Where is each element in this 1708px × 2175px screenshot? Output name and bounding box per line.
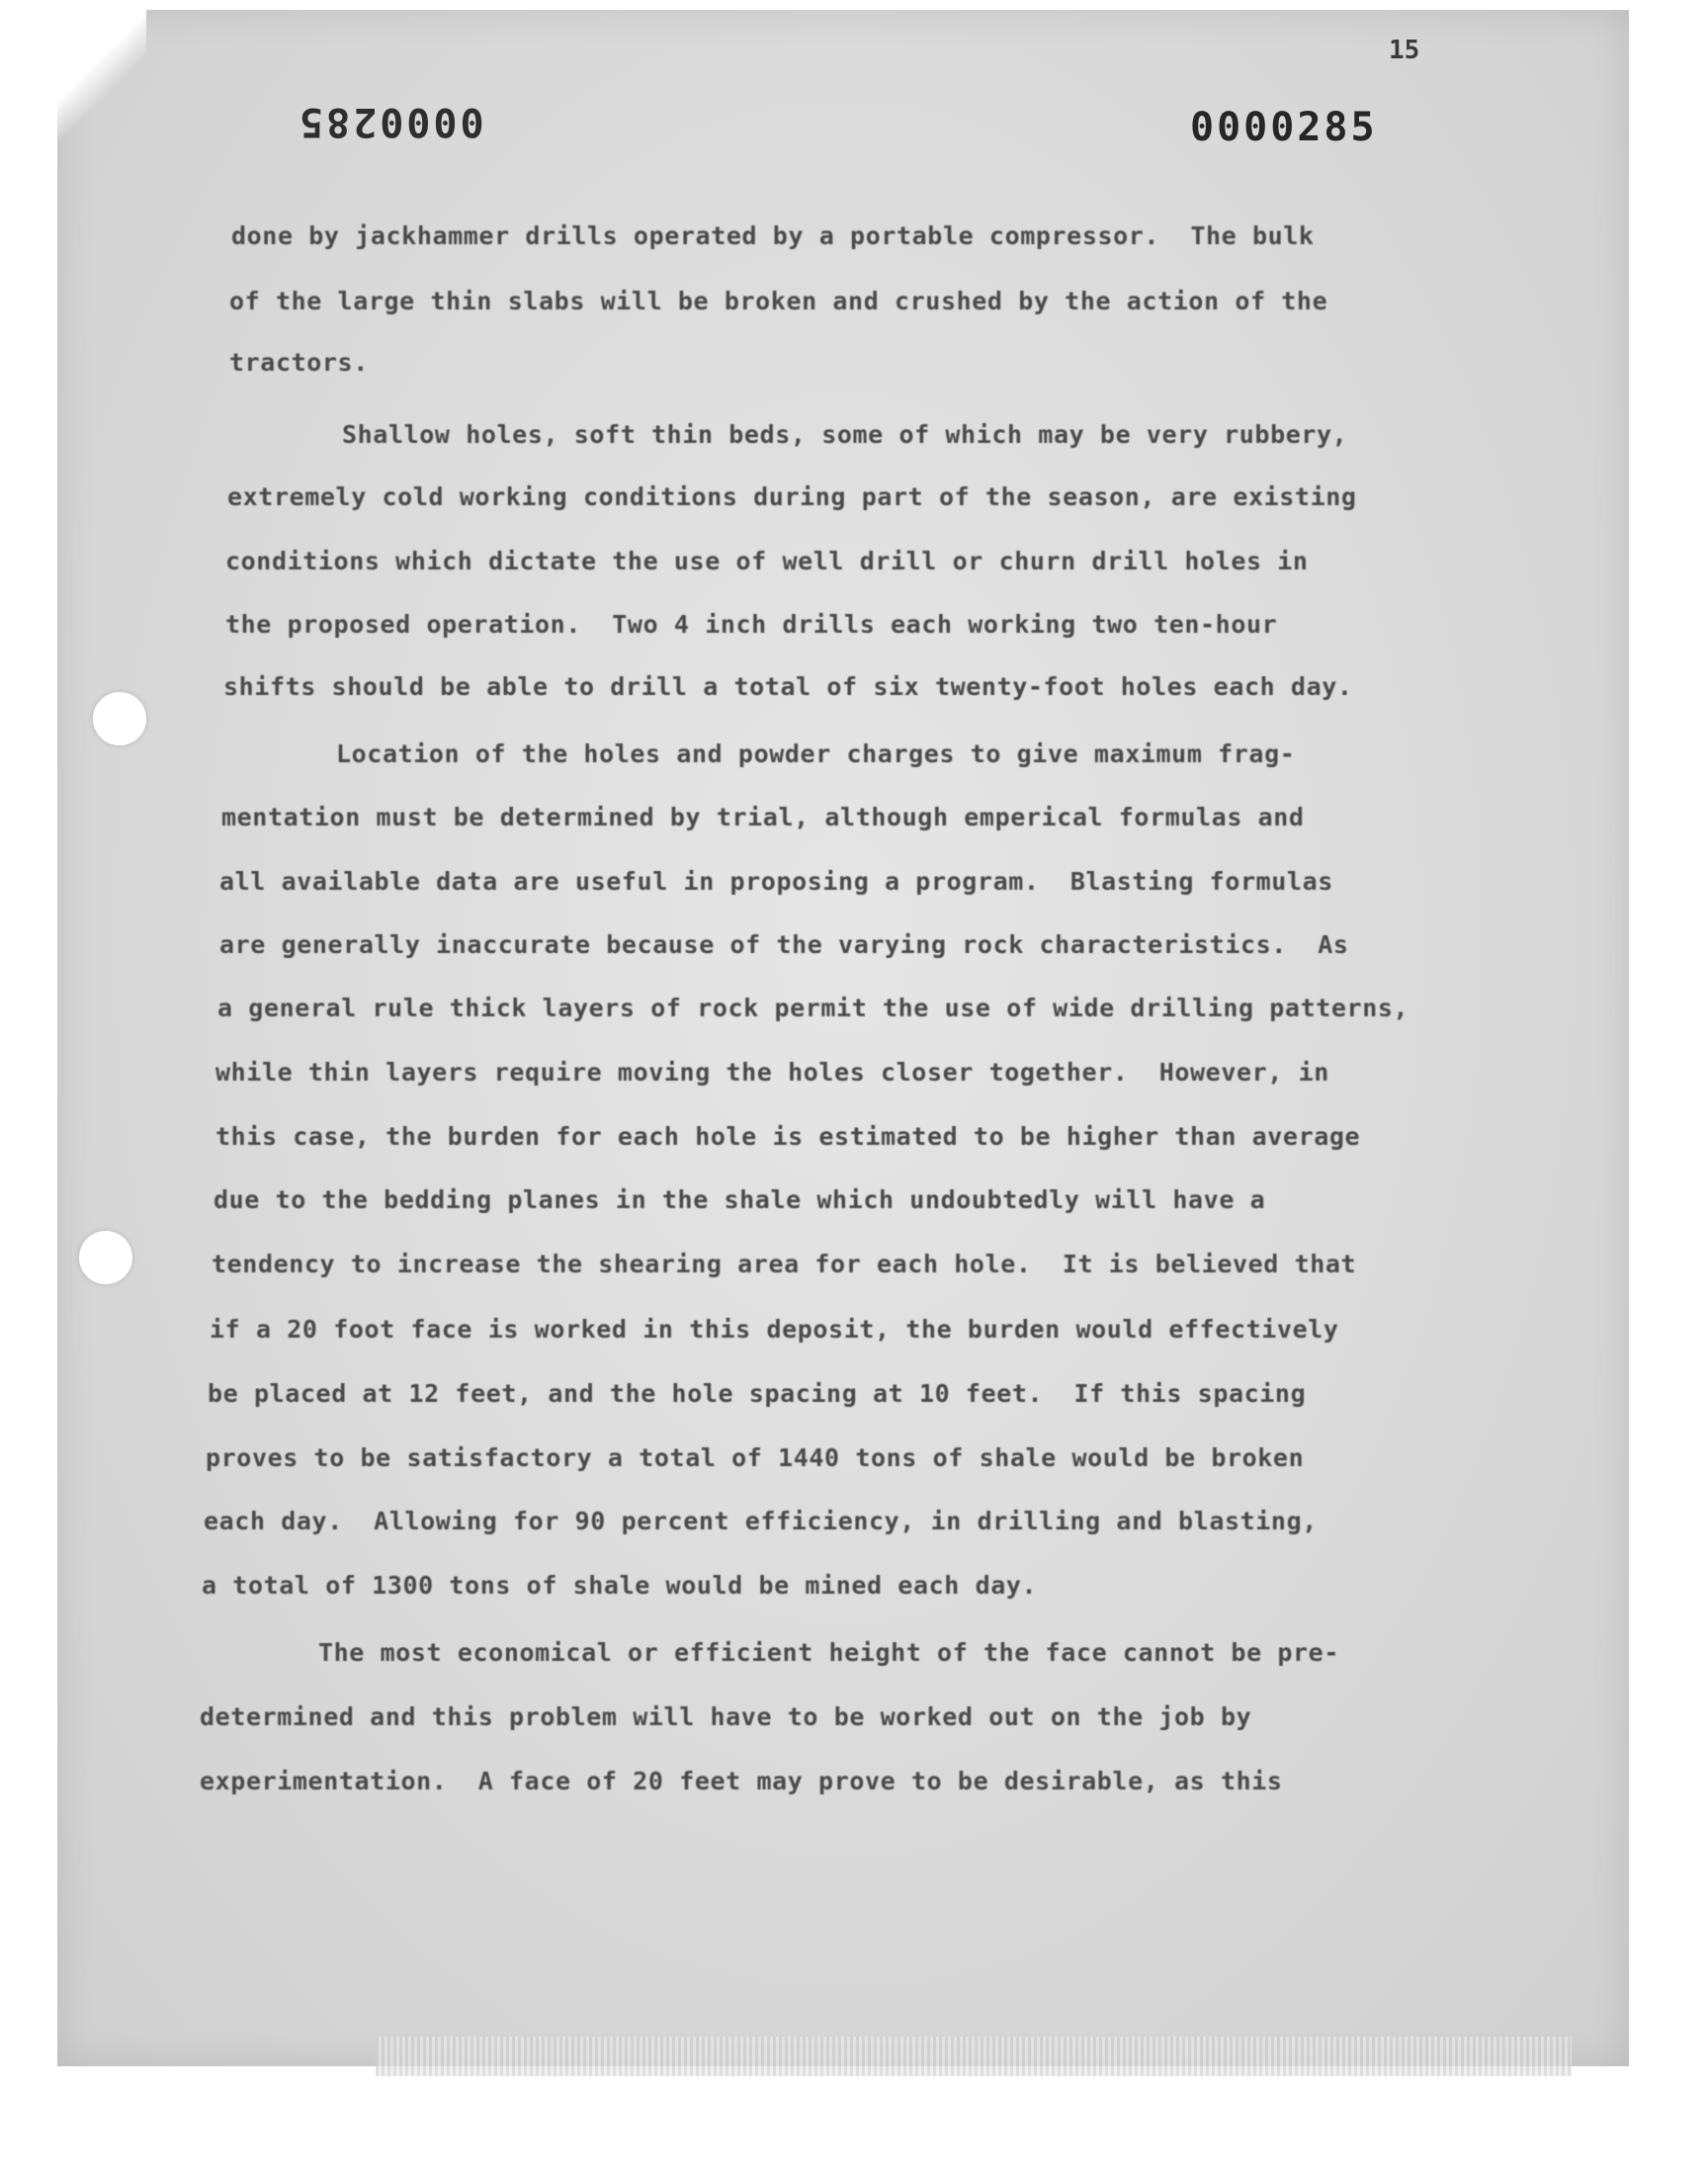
body-line: experimentation. A face of 20 feet may prove to be desirable, as this bbox=[200, 1767, 1283, 1795]
body-line: Shallow holes, soft thin beds, some of which may be very rubbery, bbox=[342, 420, 1348, 449]
scan-artifact-strip bbox=[376, 2037, 1572, 2076]
body-line: conditions which dictate the use of well drill or churn drill holes in bbox=[225, 547, 1309, 575]
body-line: due to the bedding planes in the shale which undoubtedly will have a bbox=[214, 1185, 1266, 1214]
body-line: are generally inaccurate because of the varying rock characteristics. As bbox=[219, 930, 1349, 959]
body-line: all available data are useful in proposing a program. Blasting formulas bbox=[219, 867, 1333, 896]
body-line: tendency to increase the shearing area for each hole. It is believed that bbox=[212, 1250, 1357, 1278]
body-line: while thin layers require moving the holes closer together. However, in bbox=[215, 1058, 1329, 1087]
body-line: a total of 1300 tons of shale would be mined each day. bbox=[202, 1571, 1038, 1600]
body-line: mentation must be determined by trial, although emperical formulas and bbox=[221, 803, 1305, 831]
body-line: each day. Allowing for 90 percent efficiency, in drilling and blasting, bbox=[204, 1507, 1318, 1535]
body-line: determined and this problem will have to be worked out on the job by bbox=[200, 1702, 1252, 1731]
body-line: Location of the holes and powder charges to give maximum frag- bbox=[336, 740, 1296, 768]
body-line: tractors. bbox=[229, 348, 369, 377]
body-line: shifts should be able to drill a total of six twenty-foot holes each day. bbox=[223, 672, 1353, 701]
page-corner-fold bbox=[57, 10, 146, 148]
body-line: this case, the burden for each hole is estimated to be higher than average bbox=[215, 1122, 1361, 1151]
body-line: if a 20 foot face is worked in this deposit, the burden would effectively bbox=[210, 1315, 1339, 1344]
page-number: 15 bbox=[1389, 36, 1420, 65]
body-line: a general rule thick layers of rock permit the use of wide drilling patterns, bbox=[217, 994, 1409, 1022]
punch-hole-icon bbox=[93, 692, 146, 745]
body-line: extremely cold working conditions during part of the season, are existing bbox=[227, 482, 1357, 511]
body-line: of the large thin slabs will be broken and crushed by the action of the bbox=[229, 287, 1328, 315]
bates-stamp: 0000285 bbox=[1190, 105, 1378, 150]
document-page bbox=[57, 10, 1629, 2066]
mirrored-bates-stamp: 0000285 bbox=[297, 99, 484, 144]
body-line: be placed at 12 feet, and the hole spacing at 10 feet. If this spacing bbox=[208, 1379, 1307, 1408]
body-line: The most economical or efficient height of the face cannot be pre- bbox=[318, 1638, 1339, 1667]
punch-hole-icon bbox=[79, 1231, 132, 1284]
body-line: proves to be satisfactory a total of 1440 tons of shale would be broken bbox=[206, 1443, 1305, 1472]
body-line: the proposed operation. Two 4 inch drills each working two ten-hour bbox=[225, 610, 1278, 639]
body-line: done by jackhammer drills operated by a portable compressor. The bulk bbox=[231, 221, 1315, 250]
